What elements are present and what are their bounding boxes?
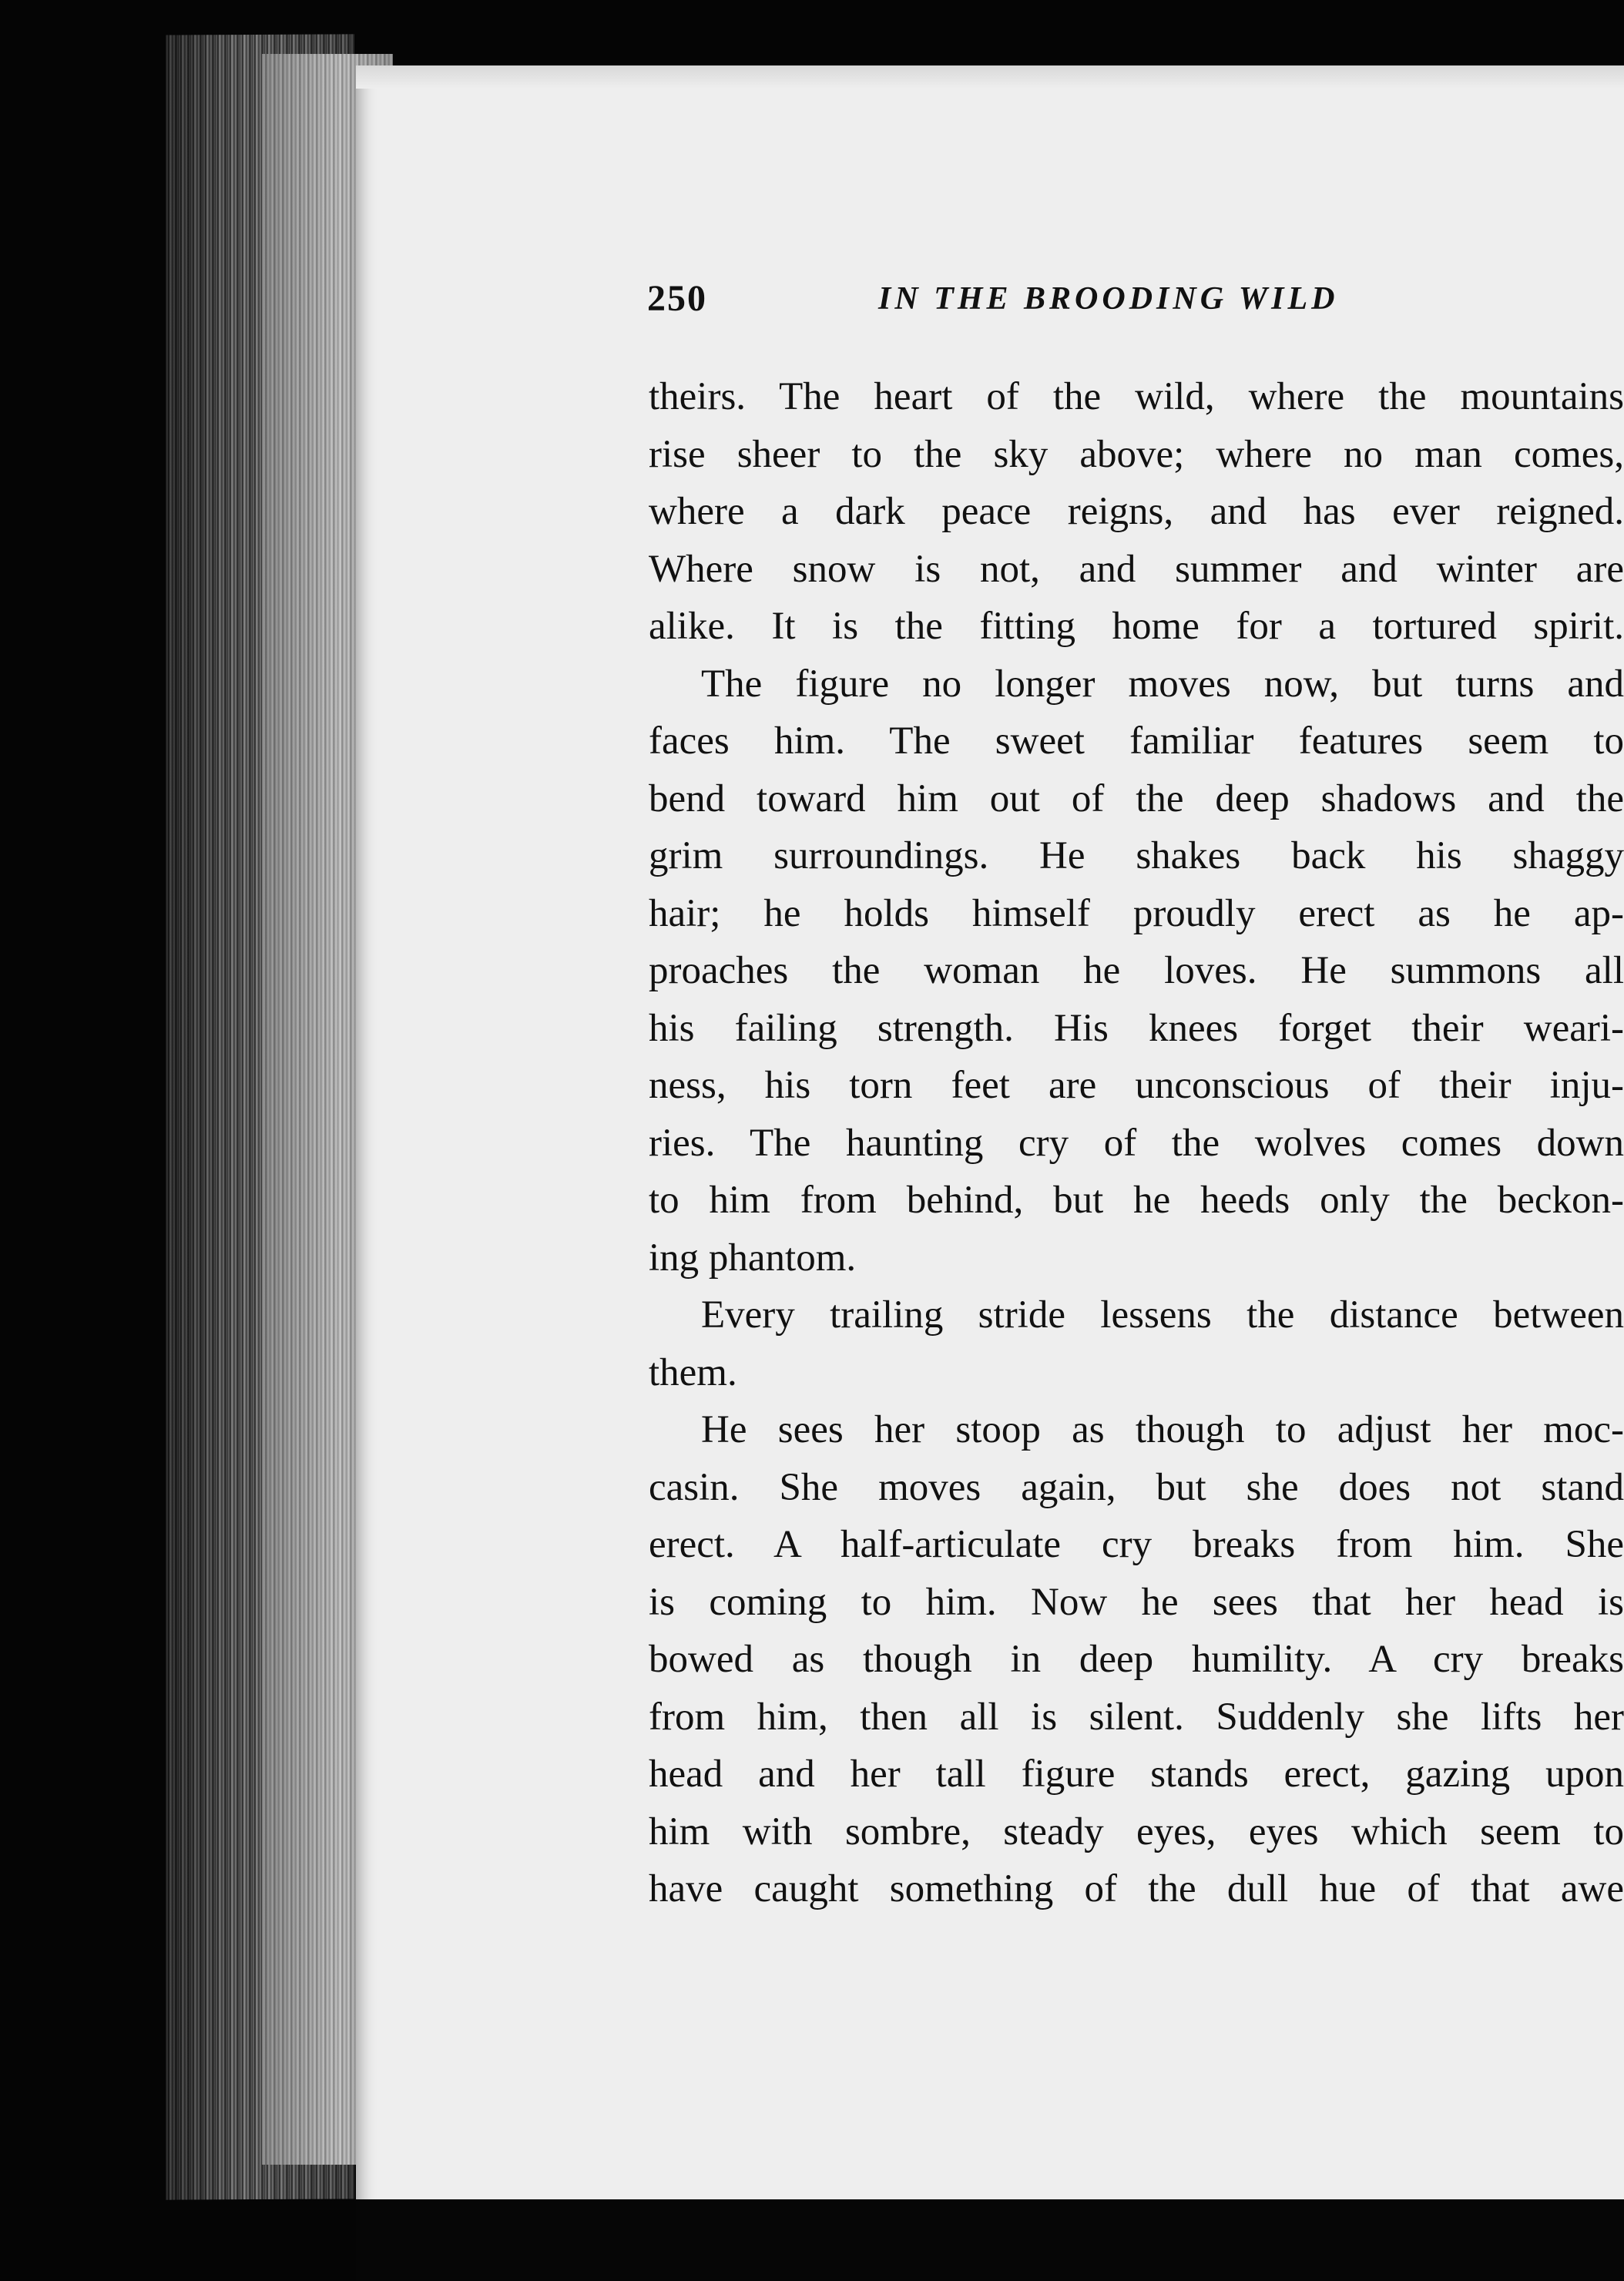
text-line: ing phantom. xyxy=(649,1236,857,1280)
text-line: alike. It is the fitting home for a tortured spirit. xyxy=(649,605,1624,648)
text-line: head and her tall figure stands erect, gazing upon xyxy=(649,1753,1624,1796)
running-title: IN THE BROODING WILD xyxy=(878,281,1339,317)
text-line: Where snow is not, and summer and winter are xyxy=(649,547,1624,591)
text-line: where a dark peace reigns, and has ever reigned. xyxy=(649,490,1624,533)
text-line: his failing strength. His knees forget their weari- xyxy=(649,1006,1624,1050)
text-line: faces him. The sweet familiar features seem to xyxy=(649,720,1624,763)
running-head xyxy=(647,277,1610,331)
text-line: grim surroundings. He shakes back his shaggy xyxy=(649,834,1624,877)
text-line: is coming to him. Now he sees that her head is xyxy=(649,1580,1624,1624)
text-line: him with sombre, steady eyes, eyes which seem to xyxy=(649,1810,1624,1853)
text-line: from him, then all is silent. Suddenly she lifts her xyxy=(649,1695,1624,1739)
page-top-edge xyxy=(356,65,1624,89)
text-line: Every trailing stride lessens the distance between xyxy=(701,1293,1624,1337)
text-line: He sees her stoop as though to adjust her moc- xyxy=(701,1408,1624,1451)
text-line: ries. The haunting cry of the wolves comes down xyxy=(649,1121,1624,1165)
text-line: them. xyxy=(649,1350,737,1394)
text-line: theirs. The heart of the wild, where the mountains xyxy=(649,375,1624,418)
text-line: erect. A half-articulate cry breaks from him. She xyxy=(649,1523,1624,1566)
bottom-shadow xyxy=(356,2199,1624,2281)
body-text xyxy=(649,368,1624,1918)
text-line: The figure no longer moves now, but turns and xyxy=(701,662,1624,706)
text-line: bend toward him out of the deep shadows and the xyxy=(649,777,1624,820)
text-line: have caught something of the dull hue of that awe xyxy=(649,1867,1624,1910)
text-line: ness, his torn feet are unconscious of their inju- xyxy=(649,1064,1624,1107)
page-number: 250 xyxy=(647,278,707,319)
text-line: bowed as though in deep humility. A cry breaks xyxy=(649,1638,1624,1681)
text-line: hair; he holds himself proudly erect as he ap- xyxy=(649,891,1624,935)
text-line: proaches the woman he loves. He summons all xyxy=(649,949,1624,992)
text-line: rise sheer to the sky above; where no man comes, xyxy=(649,432,1624,476)
text-line: casin. She moves again, but she does not stand xyxy=(649,1465,1624,1509)
text-line: to him from behind, but he heeds only the beckon- xyxy=(649,1179,1624,1222)
